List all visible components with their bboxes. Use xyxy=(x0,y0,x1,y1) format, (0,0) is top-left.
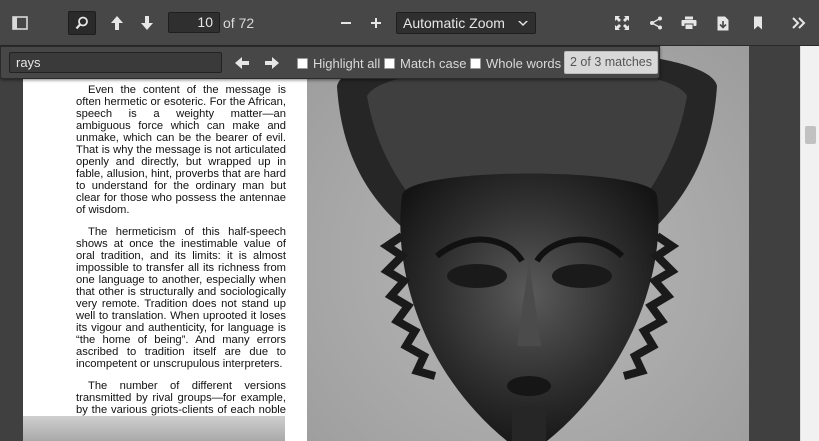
highlight-all-checkbox[interactable] xyxy=(297,56,380,71)
figure-photo-small xyxy=(23,416,285,441)
zoom-in-icon xyxy=(370,17,382,29)
sidebar-toggle-icon xyxy=(12,16,28,30)
zoom-out-icon xyxy=(340,17,352,29)
find-input[interactable]: rays xyxy=(9,52,222,73)
paragraph-3: The number of different versions transmitted by rival groups—for example, by the various griots-clients of each noble xyxy=(76,380,286,416)
checkbox-box[interactable] xyxy=(384,58,395,69)
print-button[interactable] xyxy=(675,11,703,35)
checkbox-box[interactable] xyxy=(297,58,308,69)
pdf-page xyxy=(23,46,749,441)
presentation-mode-button[interactable] xyxy=(608,11,636,35)
print-icon xyxy=(681,16,697,30)
bookmark-button[interactable] xyxy=(744,11,772,35)
paragraph-1: Even the content of the message is often hermetic or esoteric. For the African, speech is a weighty matter—an ambiguous force which can make and unmake, which can be the bearer of evil. That is why the message is not articulated openly and directly, but wrapped up in fable, allusion, hint, proverbs that are hard to understand for the ordinary man but clear for those who possess the antennae of wisdom. xyxy=(76,84,286,216)
previous-page-icon xyxy=(110,15,124,31)
match-case-checkbox[interactable] xyxy=(384,56,466,71)
next-page-icon xyxy=(140,15,154,31)
zoom-select[interactable] xyxy=(396,12,536,34)
share-icon xyxy=(649,16,663,30)
highlight-all-label: Highlight all xyxy=(313,56,381,71)
arrow-right-icon xyxy=(264,56,280,70)
paragraph-2: The hermeticism of this half-speech shows at once the inestimable value of oral tradition, and its limits: it is almost impossible to transfer all its richness from one language to another, especially when that other is structurally and sociologically very remote. Tradition does not stand up well to translation. When uprooted it loses its vigour and authenticity, for language is “the home of being”. And many errors ascribed to tradition itself are due to incompetent or unscrupulous interpreters. xyxy=(76,226,286,370)
search-icon xyxy=(75,16,89,30)
page-count: of 72 xyxy=(223,15,255,31)
vertical-scrollbar[interactable] xyxy=(800,46,819,441)
scrollbar-thumb[interactable] xyxy=(805,126,816,144)
download-icon xyxy=(717,16,729,31)
mask-illustration xyxy=(307,46,749,441)
match-count-badge: 2 of 3 matches xyxy=(564,51,658,74)
download-button[interactable] xyxy=(709,11,737,35)
presentation-mode-icon xyxy=(614,15,630,31)
checkbox-box[interactable] xyxy=(470,58,481,69)
find-previous-button[interactable] xyxy=(231,52,253,74)
mask-photo xyxy=(307,46,749,441)
pdf-toolbar xyxy=(0,0,819,46)
next-page-button[interactable] xyxy=(133,11,161,35)
find-bar xyxy=(0,46,660,79)
tools-icon xyxy=(792,17,806,29)
whole-words-label: Whole words xyxy=(486,56,562,71)
previous-page-button[interactable] xyxy=(103,11,131,35)
match-case-label: Match case xyxy=(400,56,467,71)
tools-button[interactable] xyxy=(785,11,813,35)
zoom-out-button[interactable] xyxy=(332,11,360,35)
find-button[interactable] xyxy=(68,11,96,35)
page-number-input[interactable]: 10 xyxy=(168,12,220,33)
arrow-left-icon xyxy=(234,56,250,70)
chevron-down-icon xyxy=(517,17,529,29)
zoom-select-value: Automatic Zoom xyxy=(403,15,505,31)
whole-words-checkbox[interactable] xyxy=(470,56,561,71)
share-button[interactable] xyxy=(642,11,670,35)
text-column xyxy=(76,84,286,438)
bookmark-icon xyxy=(753,16,763,30)
zoom-in-button[interactable] xyxy=(362,11,390,35)
find-next-button[interactable] xyxy=(261,52,283,74)
sidebar-toggle-button[interactable] xyxy=(6,11,34,35)
